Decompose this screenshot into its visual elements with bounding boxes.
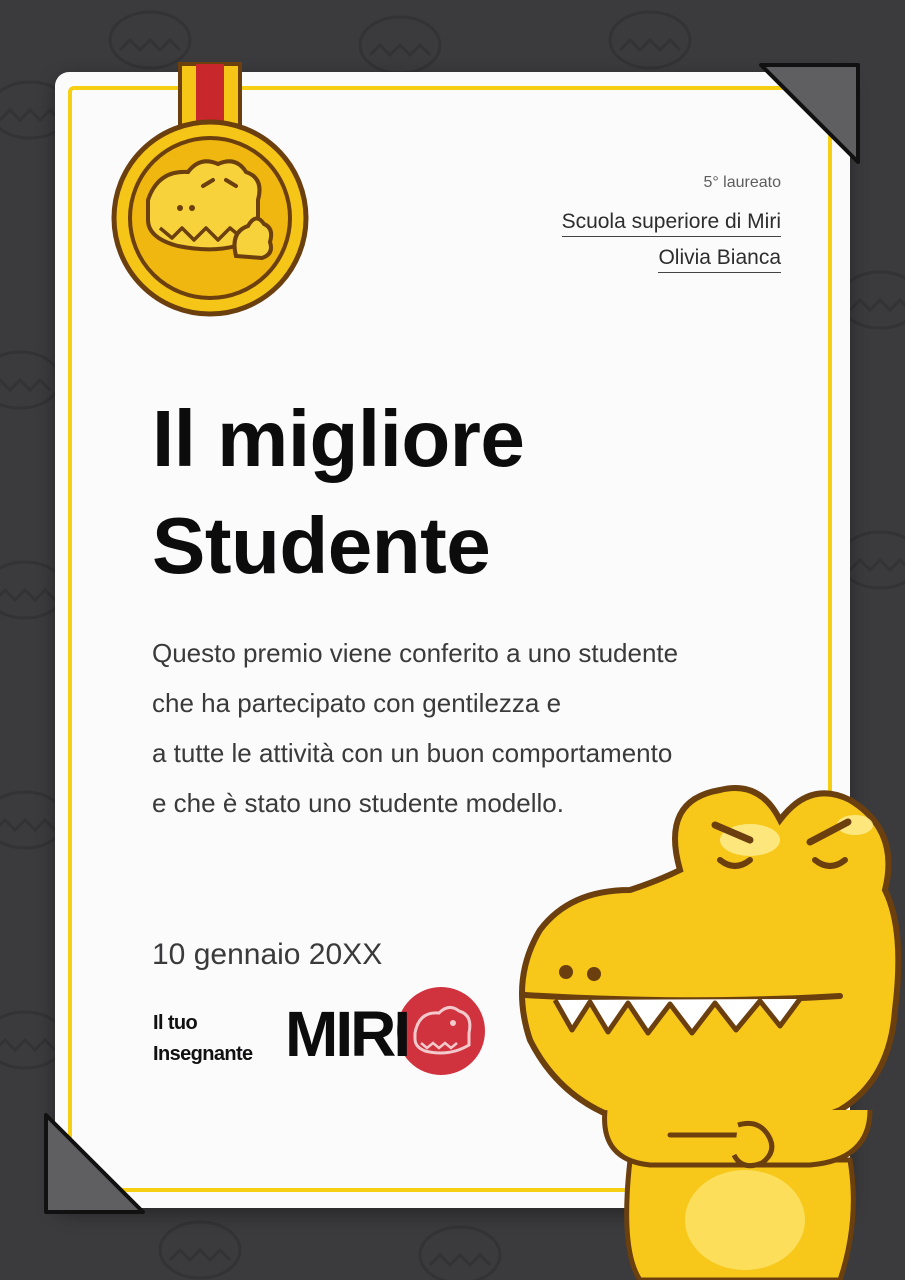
signature-label [153, 1008, 253, 1070]
certificate-title [152, 385, 524, 599]
certificate-meta [562, 174, 781, 282]
title-line-1: Il migliore [152, 394, 525, 483]
signature-name: MIRI [285, 998, 409, 1070]
title-line-2: Studente [152, 501, 491, 590]
corner-tab-bottom-left [43, 1112, 147, 1216]
rank-label: 5° laureato [703, 174, 781, 191]
body-line: e che è stato uno studente modello. [152, 788, 564, 818]
certificate-date: 10 gennaio 20XX [152, 938, 383, 971]
student-name: Olivia Bianca [658, 246, 781, 273]
signature-label-line-1: Il tuo [153, 1012, 198, 1034]
body-line: che ha partecipato con gentilezza e [152, 688, 562, 718]
corner-tab-top-right [758, 62, 862, 166]
gold-medal-icon [108, 60, 313, 325]
body-line: Questo premio viene conferito a uno studente [152, 638, 679, 668]
yellow-crocodile-mascot [510, 780, 905, 1280]
school-name: Scuola superiore di Miri [562, 210, 781, 237]
signature-label-line-2: Insegnante [153, 1043, 253, 1065]
body-line: a tutte le attività con un buon comportamento [152, 738, 673, 768]
